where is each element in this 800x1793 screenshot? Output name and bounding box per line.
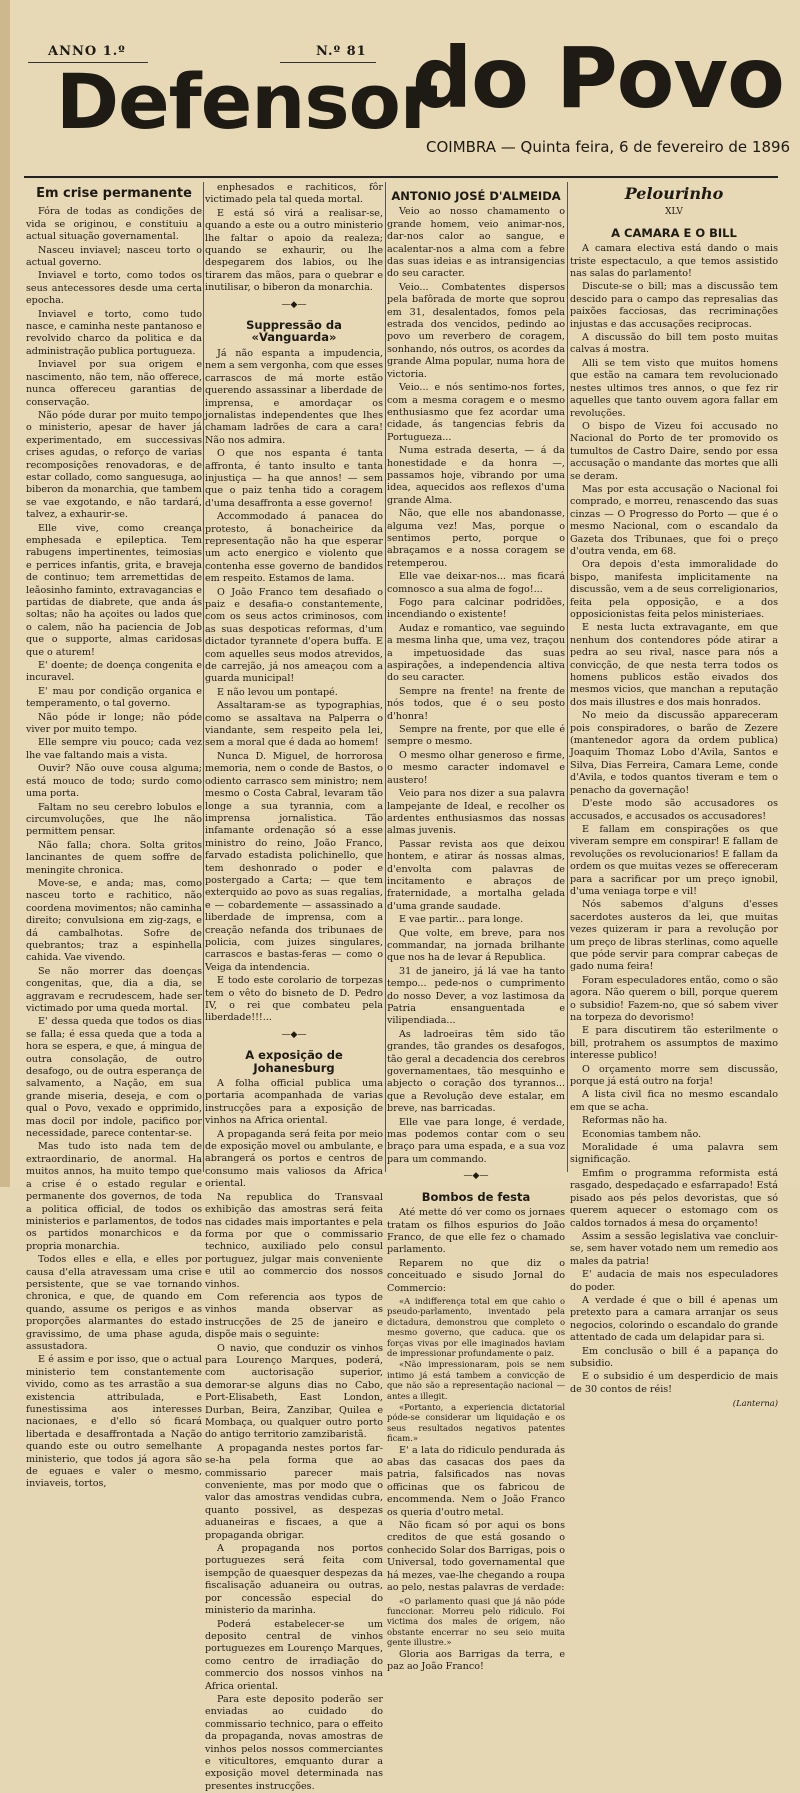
article-heading-johannesburg: A exposição de Johanesburg [245, 1048, 343, 1075]
paragraph: Com referencia aos typos de vinhos manda observar as instrucções de 25 de janeiro e dispõe mais o seguinte: [205, 1291, 383, 1341]
section-heading-pelourinho: Pelourinho [624, 184, 724, 203]
paragraph: Que volte, em breve, para nos commandar, na jornada brilhante que nos ha de levar á Republica. [387, 927, 565, 964]
article-closing: Gloria aos Barrigas da terra, e paz ao João Franco! [387, 1648, 565, 1672]
masthead [0, 0, 800, 180]
paragraph: Veio ao nosso chamamento o grande homem, veio animar-nos, dar-nos calor ao sangue, e acalentar-nos a alma com a febre das suas ideias e as intransigencias do seu caracter. [387, 206, 565, 280]
article-body-almeida [387, 206, 565, 1166]
paragraph: Elle sempre viu pouco; cada vez lhe vae faltando mais a vista. [26, 737, 202, 761]
article-body-vanguarda [205, 348, 383, 1025]
paragraph: Sempre na frente, por que elle é sempre o mesmo. [387, 724, 565, 748]
paragraph: Reformas não ha. [582, 1115, 668, 1127]
paragraph: Nunca D. Miguel, de horrorosa memoria, nem o conde de Bastos, o odiento carrasco sem ministro; nem mesmo o Costa Cabral, levaram tão longe a sua tyrannia, com a imprensa jornalistica. Tão infamante ordenação só a esse ministro do reino, João Franco, farvado estadista polichinello, que tem deshonrado o poder e postergado a Carta; — que tem exterquido ao povo as suas regalias, e — cobardemente — assassinado a liberdade de imprensa, com a creação nefanda dos tribunaes de policia, com juizes singulares, carrascos e bastas-feras — como o Veiga da intendencia. [205, 750, 383, 973]
article-heading-almeida: ANTONIO JOSÉ D'ALMEIDA [391, 189, 561, 203]
paragraph: «Portanto, a experiencia dictatorial póde-se considerar um liquidação e os seus resultados negativos patentes ficam.» [387, 1402, 565, 1444]
continued-body [205, 208, 383, 295]
paragraph: E vae partir... para longe. [399, 914, 524, 926]
paragraph: E fallam em conspirações os que viveram sempre em conspirar! E fallam de revoluções os revolucionarios! E fallam da ordem os que muitas vezes se offereceram para a sacrificar por um preço ignobil, d'uma veniaga torpe e vil! [570, 823, 778, 897]
paragraph: «A indifferença total em que cahio o pseudo-parlamento, inventado pela dictadura, demonstrou que completo o mesmo governo, que caduca. que os forças vivas por elle imaginados haviam de impressionar profundamente o paiz. [387, 1295, 565, 1358]
paragraph: Fóra de todas as condições de vida se originou, e constituiu a actual situação governamental. [26, 206, 202, 243]
paragraph: Na republica do Transvaal exhibição das amostras será feita nas cidades mais importantes e pela forma por que o commissario technico, auxiliado pelo consul portuguez, julgar mais conveniente e util ao commercio dos nossos vinhos. [205, 1191, 383, 1290]
paragraph: E está só virá a realisar-se, quando a este ou a outro ministerio lhe faltar o apoio da realeza; quando se exhaurir, ou lhe despegarem dos labios, ou lhe tirarem das mãos, para o quebrar e inutilisar, o biberon da monarchia. [205, 207, 383, 294]
paragraph: D'este modo são accusadores os accusados, e accusados os accusadores! [570, 798, 778, 822]
edition-number: N.º 81 [316, 44, 367, 59]
paragraph: A camara electiva está dando o mais triste espectaculo, a que temos assistido nas salas do parlamento! [570, 243, 778, 280]
paragraph: Veio... Combatentes dispersos pela bafôrada de morte que soprou em 31, desalentados, fomos pela estrada dos vencidos, pedindo ao povo um reverbero de coragem, sonhando, nós outros, os acordes da grande Alma popular, numa hora de victoria. [387, 281, 565, 380]
paragraph: E todo este corolario de torpezas tem o vêto do bisneto de D. Pedro IV, o rei que combateu pela liberdade!!!... [205, 975, 383, 1024]
paragraph: E não levou um pontapé. [217, 686, 338, 698]
article-body-bombos [387, 1207, 565, 1295]
article-heading-vanguarda: Suppressão da «Vanguarda» [246, 318, 342, 345]
paragraph: Inviavel por sua origem e nascimento, não tem, não offerece, nunca offereceu garantias de conservação. [26, 359, 202, 408]
paragraph: Passar revista aos que deixou hontem, e atirar ás nossas almas, d'envolta com palavras de incitamento e abraços de fraternidade, a mortalha gelada d'uma grande saudade. [387, 838, 565, 912]
paragraph: Não póde ir longe; não póde viver por muito tempo. [26, 711, 202, 736]
paragraph: Inviavel e torto, como todos os seus antecessores desde uma certa epocha. [26, 270, 202, 307]
paragraph: Veio... e nós sentimo-nos fortes, com a mesma coragem e o mesmo enthusiasmo que fez acordar uma cidade, ás tangencias febris da Portugueza... [387, 382, 565, 443]
paragraph: Elle vae deixar-nos... mas ficará comnosco a sua alma de fogo!... [387, 571, 565, 595]
dateline: COIMBRA — Quinta feira, 6 de fevereiro de 1896 [426, 138, 791, 156]
paragraph: O navio, que conduzir os vinhos para Lourenço Marques, poderá, com auctorisação superior, demorar-se alguns dias no Cabo, Port-Elisabeth, East London, Durban, Beira, Zanzibar, Quilea e Mombaça, ou qualquer outro porto do antigo territorio zamzibaristã. [205, 1342, 383, 1441]
paragraph: Emfim o programma reformista está rasgado, despedaçado e esfarrapado! Está pisado aos pés pelos devoristas, que só querem aquecer o estomago com os caldos tornados á mesa do orçamento! [570, 1167, 778, 1229]
column-divider [567, 182, 568, 1172]
paragraph: E para discutirem tão esterilmente o bill, protrahem os assumptos de maximo interesse publico! [570, 1025, 778, 1062]
paragraph: Alli se tem visto que muitos homens que estão na camara tem revolucionado nestes ultimos tres annos, o que fez rir aquelles que tanto ouvem agora fallar em revoluções. [570, 357, 778, 419]
paragraph: Inviavel e torto, como tudo nasce, e caminha neste pantanoso e revolvido charco da politica e da administração publica portugueza. [26, 308, 202, 357]
paragraph: Não póde durar por muito tempo o ministerio, apesar de haver já experimentado, em successivas crises agudas, o reforço de varias recomposições renovadoras, e de estar collado, como sanguesuga, ao biberon da monarchia, que tambem se vae exgotando, e não tardará, talvez, a exhaurir-se. [26, 409, 202, 521]
article-body-johannesburg [205, 1078, 383, 1793]
newspaper-title-left: Defensor [56, 57, 437, 146]
paragraph: O que nos espanta é tanta affronta, é tanto insulto e tanta injustiça — ha que annos! — sem que o paiz tenha tido a coragem d'uma desaffronta a esse governo! [205, 448, 383, 509]
paragraph: A propaganda nestes portos far-se-ha pela forma que ao commissario parecer mais conveniente, mas por modo que o valor das amostras vendidas cubra, quanto possivel, as despezas aduaneiras e fiscaes, a que a propaganda obrigar. [205, 1442, 383, 1541]
paragraph: Em conclusão o bill é a papança do subsidio. [570, 1345, 778, 1369]
paragraph: E o subsidio é um desperdicio de mais de 30 contos de réis! [570, 1371, 778, 1395]
paragraph: A discussão do bill tem posto muitas calvas á mostra. [570, 332, 778, 356]
paragraph: Mas por esta accusação o Nacional foi comprado, e morreu, renascendo das suas cinzas — O Progresso do Porto — que é o mesmo Nacional, com o escandalo da Gazeta dos Tribunaes, que foi o preço d'outra venda, em 68. [570, 483, 778, 557]
paragraph: Sempre na frente! na frente de nós todos, que é o seu posto d'honra! [387, 685, 565, 722]
column-divider [385, 182, 386, 1172]
paragraph: Já não espanta a impudencia, nem a sem vergonha, com que esses carrascos de má morte estão querendo assassinar a liberdade de imprensa, e amordaçar os jornalistas independentes que lhes chamam ladrões de cara a cara! Não nos admira. [205, 347, 383, 446]
paragraph: E' mau por condição organica e temperamento, o tal governo. [26, 685, 202, 710]
paragraph: 31 de janeiro, já lá vae ha tanto tempo... pede-nos o cumprimento do nosso Dever, a voz lastimosa da Patria ensanguentada e vilipendiada... [387, 965, 565, 1027]
article-heading-bombos: Bombos de festa [421, 1189, 531, 1204]
paragraph: A propaganda será feita por meio de exposição movel ou ambulante, e abrangerá os portos e centros de consumo mais valiosos da Africa oriental. [205, 1128, 383, 1190]
paragraph: Para este deposito poderão ser enviadas ao cuidado do commissario technico, para o effeito da propaganda, novas amostras de vinhos pelos nossos commerciantes e viticultores, emquanto durar a exposição movel determinada nas presentes instrucções. [205, 1693, 383, 1792]
section-divider: —◆— [281, 299, 307, 310]
masthead-rule [24, 176, 778, 178]
paragraph: Faltam no seu cerebro lobulos e circumvoluções, que lhe não permittem pensar. [26, 801, 202, 838]
newspaper-title-right: do Povo [412, 29, 784, 127]
paragraph: A lista civil fica no mesmo escandalo em que se acha. [570, 1089, 778, 1113]
paragraph: Accommodado á panacea do protesto, á bonacheirice da representação não ha que esperar um acto energico e violento que contenha esse governo de bandidos em respeito. Estamos de lama. [205, 511, 383, 585]
paragraph: O orçamento morre sem discussão, porque já está outro na forja! [570, 1063, 778, 1088]
paragraph: Elle vae para longe, é verdade, mas podemos contar com o seu braço para uma espada, e a sua voz para um commando. [387, 1116, 565, 1165]
paragraph: Até mette dó ver como os jornaes tratam os filhos espurios do João Franco, de que elle fez o chamado parlamento. [387, 1207, 565, 1256]
article-body-bombos-cont [387, 1445, 565, 1595]
paragraph: E é assim e por isso, que o actual ministerio tem constantemente vivido, como as tes arrastão a sua existencia attribulada, e funestissima aos interesses nacionaes, e d'ello só ficará libertada e desaffrontada a Nação quando este ou outro semelhante ministerio, que todos já agora são de eguaes e valer o mesmo, inviaveis, tortos, [26, 1354, 202, 1490]
paragraph: Foram especuladores então, como o são agora. Não querem o bill, porque querem o subsidio! Fazem-no, que só sabem viver na torpeza do devorismo! [570, 974, 778, 1023]
paragraph: E' doente; de doença congenita e incuravel. [26, 660, 202, 684]
article-body-crise [26, 206, 202, 1490]
article-heading-bill: A CAMARA E O BILL [611, 225, 737, 240]
edition-year: ANNO 1.º [48, 44, 126, 59]
paragraph: No meio da discussão appareceram pois conspiradores, o barão de Zezere (mantenedor agora da ordem publica) Joaquim Thomaz Lobo d'Avila, Santos e Silva, Dias Ferreira, Camara Leme, conde d'Avila, e todos quantos tiveram e tem o penacho da governação! [570, 710, 778, 796]
continued-text: enphesados e rachiticos, fôr victimado pela tal queda mortal. [205, 182, 383, 206]
paragraph: Economias tambem não. [582, 1128, 702, 1140]
article-body-bill [570, 243, 778, 1396]
paragraph: Não falla; chora. Solta gritos lancinantes de quem soffre de meningite chronica. [26, 839, 202, 876]
column-1 [26, 182, 202, 1490]
paragraph: Discute-se o bill; mas a discussão tem descido para o campo das represalias das paixões facciosas, das recriminações injustas e das accusações reciprocas. [570, 281, 778, 330]
paragraph: Poderá estabelecer-se um deposito central de vinhos portuguezes em Lourenço Marques, como centro de irradiação do commercio dos nossos vinhos na Africa oriental. [205, 1618, 383, 1692]
article-signature: (Lanterna) [732, 1398, 778, 1409]
paragraph: O bispo de Vizeu foi accusado no Nacional do Porto de ter promovido os tumultos de Castro Daire, sendo por essa accusação o mandante das mortes que alli se deram. [570, 420, 778, 482]
paragraph: A propaganda nos portos portuguezes será feita com isempção de quaesquer despezas da fiscalisação aduaneira ou outras, por concessão especial do ministerio da marinha. [205, 1543, 383, 1617]
section-divider: —◆— [463, 1171, 489, 1182]
paragraph: Moralidade é uma palavra sem significação. [570, 1142, 778, 1166]
column-3 [387, 182, 565, 1672]
column-2 [205, 182, 383, 1792]
paragraph: Não ficam só por aqui os bons creditos de que está gosando o conhecido Solar dos Barrigas, pois o Universal, todo governamental que há mezes, vae-lhe chegando a roupa ao pelo, nestas palavras de verdade: [387, 1520, 565, 1594]
paragraph: A folha official publica uma portaria acompanhada de varias instrucções para a exposição de vinhos na Africa oriental. [205, 1078, 383, 1127]
paragraph: «Não impressionaram, pois se nem intimo já está tambem a convicção de que não são a representação nacional — antes a illegit. [387, 1359, 565, 1401]
paragraph: Se não morrer das doenças congenitas, que, dia a dia, se aggravam e recrudescem, hade ser victimado por uma queda mortal. [26, 965, 202, 1014]
article-quote [387, 1296, 565, 1444]
paragraph: Fogo para calcinar podridões, incendiando o existente! [387, 597, 565, 621]
paragraph: Veio para nos dizer a sua palavra lampejante de Ideal, e recolher os ardentes enthusiasmos das nossas almas juvenis. [387, 788, 565, 837]
paragraph: E' audacia de mais nos especuladores do poder. [570, 1269, 778, 1293]
section-number: XLV [665, 207, 683, 218]
paragraph: Assim a sessão legislativa vae concluir-se, sem haver votado nem um remedio aos males da patria! [570, 1230, 778, 1267]
article-heading-crise: Em crise permanente [36, 186, 192, 201]
paragraph: As ladroeiras têm sido tão grandes, tão grandes os desafogos, tão geral a decadencia dos cerebros governamentaes, tão mesquinho e abjecto o coração dos tyrannos... que a Revolução deve estalar, em breve, nas barricadas. [387, 1028, 565, 1115]
paragraph: Nasceu inviavel; nasceu torto o actual governo. [26, 244, 202, 269]
paragraph: O João Franco tem desafiado o paiz e desafia-o constantemente, com os seus actos criminosos, com as suas despoticas reformas, d'um dictador tyrannete d'opera buffa. E com aquelles seus modos atrevidos, de carrejão, já nos ameaçou com a guarda municipal! [205, 586, 383, 685]
paragraph: O mesmo olhar generoso e firme, o mesmo caracter indomavel e austero! [387, 749, 565, 786]
paragraph: Numa estrada deserta, — á da honestidade e da honra —, passamos hoje, vibrando por uma idea, aquecidos aos reflexos d'uma grande Alma. [387, 445, 565, 506]
paragraph: Mas tudo isto nada tem de extraordinario, de anormal. Ha muitos annos, ha muito tempo que a crise é o estado regular e permanente dos governos, de toda a politica official, de todos os ministerios e parlamentos, de todos os partidos monarchicos e da propria monarchia. [26, 1141, 202, 1252]
paragraph: Não, que elle nos abandonasse, alguma vez! Mas, porque o sentimos perto, porque o abraçamos e a nossa coragem se retemperou. [387, 508, 565, 569]
article-quote-universal: «O parlamento quasi que já não póde funccionar. Morreu pelo ridiculo. Foi victima dos males de origem, não obstante encerrar no seu seio muita gente illustre.» [387, 1595, 565, 1648]
paragraph: Assaltaram-se as typographias, como se assaltava na Palperra o viandante, sem respeito pela lei, sem a moral que é dada ao homem! [205, 700, 383, 749]
paragraph: Ora depois d'esta immoralidade do bispo, manifesta implicitamente na discussão, vem a de seus correligionarios, feita pela opposição, e a dos opposicionistas feita pelos ministeriaes. [570, 559, 778, 620]
column-4 [570, 182, 778, 1409]
section-divider: —◆— [281, 1029, 307, 1040]
paragraph: E nesta lucta extravagante, em que nenhum dos contendores póde atirar a pedra ao seu rival, nasce para nós a convicção, de que nesta terra todos os homens publicos estão eivados dos mesmos vicios, que manchan a reputação dos mais illustres e dos mais honrados. [570, 622, 778, 708]
paragraph: E' dessa queda que todos os dias se falla; é essa queda que a toda a hora se espera, e que, á mingua de outra consolação, de outro desafogo, ou de outra esperança de salvamento, a Nação, em sua grande miseria, deseja, e com o qual o Povo, vexado e opprimido, mas docil por indole, pacifico por necessidade, parece contentar-se. [26, 1016, 202, 1140]
paragraph: Ouvir? Não ouve cousa alguma; está mouco de todo; surdo como uma porta. [26, 763, 202, 800]
paragraph: Elle vive, como creança emphesada e epileptica. Tem rabugens impertinentes, teimosias e perrices infantis, grita, e braveja de continuo; tem arremettidas de leãosinho faminto, extravagancias e partidas de diabrete, que anda ás soltas; não ha açoites ou lados que o calem, não ha paciencia de Job que o supporte, almas caridosas que o aturem! [26, 522, 202, 658]
paragraph: A verdade é que o bill é apenas um pretexto para a camara arranjar os seus negocios, colorindo o escandalo do grande attentado de cada um delapidar para si. [570, 1294, 778, 1344]
paragraph: Move-se, e anda; mas, como nasceu torto e rachitico, não coordena movimentos; não caminha direito; convulsiona em zig-zags, e dá cambalhotas. Sofre de quebrantos; traz a espinhella cahida. Vae vivendo. [26, 877, 202, 964]
paragraph: Todos elles e ella, e elles por causa d'ella atravessam uma crise persistente, que se vae tornando chronica, e que, de quando em quando, assume os perigos e as proporções alarmantes do estado gravissimo, de uma phase aguda, assustadora. [26, 1254, 202, 1352]
paragraph: Reparem no que diz o conceituado e sisudo Jornal do Commercio: [387, 1257, 565, 1294]
paragraph: Audaz e romantico, vae seguindo a mesma linha que, uma vez, traçou a impetuosidade das suas aspirações, a independencia altiva do seu caracter. [387, 622, 565, 684]
column-divider [203, 182, 204, 1172]
paragraph: Nós sabemos d'alguns d'esses sacerdotes austeros da lei, que muitas vezes quizeram ir para a revolução por um preço de libras sterlinas, como aquelle que póde servir para comprar cabeças de gado numa feira! [570, 899, 778, 973]
paragraph: E' a lata do ridiculo pendurada ás abas das casacas dos paes da patria, falsificados nas novas officinas que os fabricou de encommenda. Nem o João Franco os queria d'outro metal. [387, 1444, 565, 1518]
